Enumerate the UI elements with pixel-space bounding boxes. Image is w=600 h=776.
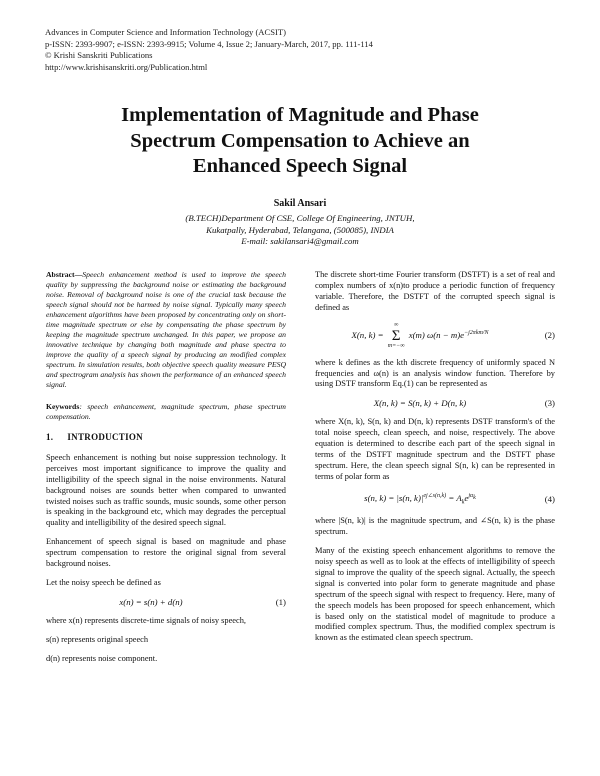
equation-4-number: (4): [544, 494, 555, 505]
intro-paragraph-3: Let the noisy speech be defined as: [46, 577, 161, 587]
journal-url[interactable]: http://www.krishisanskriti.org/Publication.html: [45, 61, 208, 72]
equation-3: [315, 398, 555, 409]
journal-name: Advances in Computer Science and Information Technology (ACSIT): [45, 27, 286, 37]
title-line-2: Spectrum Compensation to Achieve an: [130, 129, 470, 152]
summation-lower: m=−∞: [387, 342, 405, 349]
abstract-label: Abstract—: [46, 270, 83, 279]
equation-2-body: [315, 322, 525, 350]
equation-3-number: (3): [544, 398, 555, 409]
equation-2-number: (2): [544, 330, 555, 341]
equation-4-exp-base: e: [464, 492, 469, 503]
frequency-paragraph: where k defines as the kth discrete frequency of uniformly spaced N frequencies and ω(n) is an analysis window function. Therefore by using DSTF transform Eq.(1) can be represented as: [315, 357, 555, 389]
section-title: INTRODUCTION: [67, 432, 143, 442]
spectrum-paragraph: where |S(n, k)| is the magnitude spectrum, and ∠S(n, k) is the phase spectrum.: [315, 516, 555, 537]
equation-4: [315, 491, 555, 509]
author-affiliation: [0, 213, 600, 248]
section-number: 1.: [46, 432, 54, 442]
abstract: [46, 270, 286, 390]
equation-4-exp-2: jα: [468, 492, 474, 499]
equation-4-body: [315, 491, 525, 509]
equation-1: [46, 597, 286, 608]
equation-2-rhs: x(m) ω(n − m)e: [408, 329, 465, 340]
title-line-1: Implementation of Magnitude and Phase: [121, 104, 479, 126]
title-line-3: Enhanced Speech Signal: [192, 155, 408, 177]
equation-4-phase-exp: ej∠s(n,k): [423, 492, 447, 499]
equation-4-magnitude: s(n, k) = |s(n, k)|: [364, 492, 424, 503]
definition-x: where x(n) represents discrete-time signals of noisy speech,: [46, 615, 247, 625]
existing-algorithms-paragraph: Many of the existing speech enhancement algorithms to remove the noisy speech as well as to look at the effects of intelligibility of speech signal to improve the quality of the speech signal. Actually, the speech signal is converted into polar form to generate magnitude and phase spectrum of the speech signal with respect to frequency. Here, many of the speech models has been proposed for speech enhancement, which is based only on the statistical model of magnitude to produce a modified complex spectrum. Thus, the modified complex spectrum is known as the estimated clean speech spectrum.: [315, 546, 555, 643]
journal-header: [45, 27, 525, 73]
equation-1-body: x(n) = s(n) + d(n): [119, 596, 183, 607]
author-name: Sakil Ansari: [273, 198, 327, 209]
equation-2-exponent: −j2πkm/N: [464, 329, 489, 336]
affiliation-line-2: Kukatpally, Hyderabad, Telangana, (500085), INDIA: [206, 224, 394, 235]
keywords: [46, 402, 286, 422]
equation-1-number: (1): [275, 596, 286, 607]
summation-symbol: ∞ Σ m=−∞: [387, 321, 405, 349]
equation-2-lhs: X(n, k) =: [351, 329, 384, 340]
right-column: [315, 270, 555, 652]
keywords-label: Keywords: [46, 402, 80, 411]
abstract-text: Speech enhancement method is used to improve the speech quality by suppressing the background noise or estimating the background noise. Removal of background noise is one of the crucial task because the speech signal should not be harmed by noise signal. Typically many speech enhancement algorithms have been proposed by concentrating only on short-time magnitude spectrum or else by compensating the phase spectrum by keeping the magnitude spectrum unchanged. In this paper, we propose an innovative technique by changing both magnitude and phase spectra to improve the quality of a speech signal by producing an modified complex spectrum. In simulation results, both objective speech quality measure PESQ and spectrogram analysis has shown the performance of an enhanced speech signal.: [46, 270, 286, 389]
section-heading-introduction: [46, 432, 286, 443]
journal-issn: p-ISSN: 2393-9907; e-ISSN: 2393-9915; Volume 4, Issue 2; January-March, 2017, pp. 111-114: [45, 38, 373, 49]
definition-d: d(n) represents noise component.: [46, 653, 158, 663]
transform-paragraph: where X(n, k), S(n, k) and D(n, k) represents DSTF transform's of the total noise speech, clean speech, and noise, respectively. The above equation is determined to describe each part of the speech signal in terms of the DSTFT magnitude spectrum and the DSTFT phase spectrum. Here, the clean speech signal S(n, k) can be represented in terms of polar form as: [315, 417, 555, 481]
dstft-paragraph: The discrete short-time Fourier transform (DSTFT) is a set of real and complex numbers of x(n)to produce a periodic function of frequency variable. Therefore, the DSTFT of the corrupted speech signal is defined as: [315, 270, 555, 312]
keywords-text: : speech enhancement, magnitude spectrum, phase spectrum compensation.: [46, 402, 286, 421]
author-email[interactable]: E-mail: sakilansari4@gmail.com: [241, 236, 359, 247]
equation-4-amplitude: = A: [446, 492, 462, 503]
equation-4-exp-2-sub: k: [473, 494, 476, 501]
affiliation-line-1: (B.TECH)Department Of CSE, College Of Engineering, JNTUH,: [185, 213, 415, 223]
publisher: © Krishi Sanskriti Publications: [45, 50, 153, 60]
left-column: [46, 270, 286, 673]
intro-paragraph-1: Speech enhancement is nothing but noise suppression technology. It perceives most important significance to improve the quality and intelligibility of the speech signal in the noise environments. Natural background noises are sounds better when compared to unwanted twisted noises such as traffic sounds, music sounds, some other person is speaking in the background etc, which may degrades the perceptual quality and intelligibility of the desired speech signal.: [46, 452, 286, 528]
definition-s: s(n) represents original speech: [46, 634, 149, 644]
equation-4-amplitude-sub: k: [461, 499, 465, 506]
intro-paragraph-2: Enhancement of speech signal is based on magnitude and phase spectrum compensation to restore the original signal from several background noises.: [46, 537, 286, 569]
equation-2: [315, 322, 555, 350]
summation-upper: ∞: [394, 321, 399, 328]
equation-3-body: X(n, k) = S(n, k) + D(n, k): [373, 398, 467, 409]
paper-title: [40, 103, 560, 180]
